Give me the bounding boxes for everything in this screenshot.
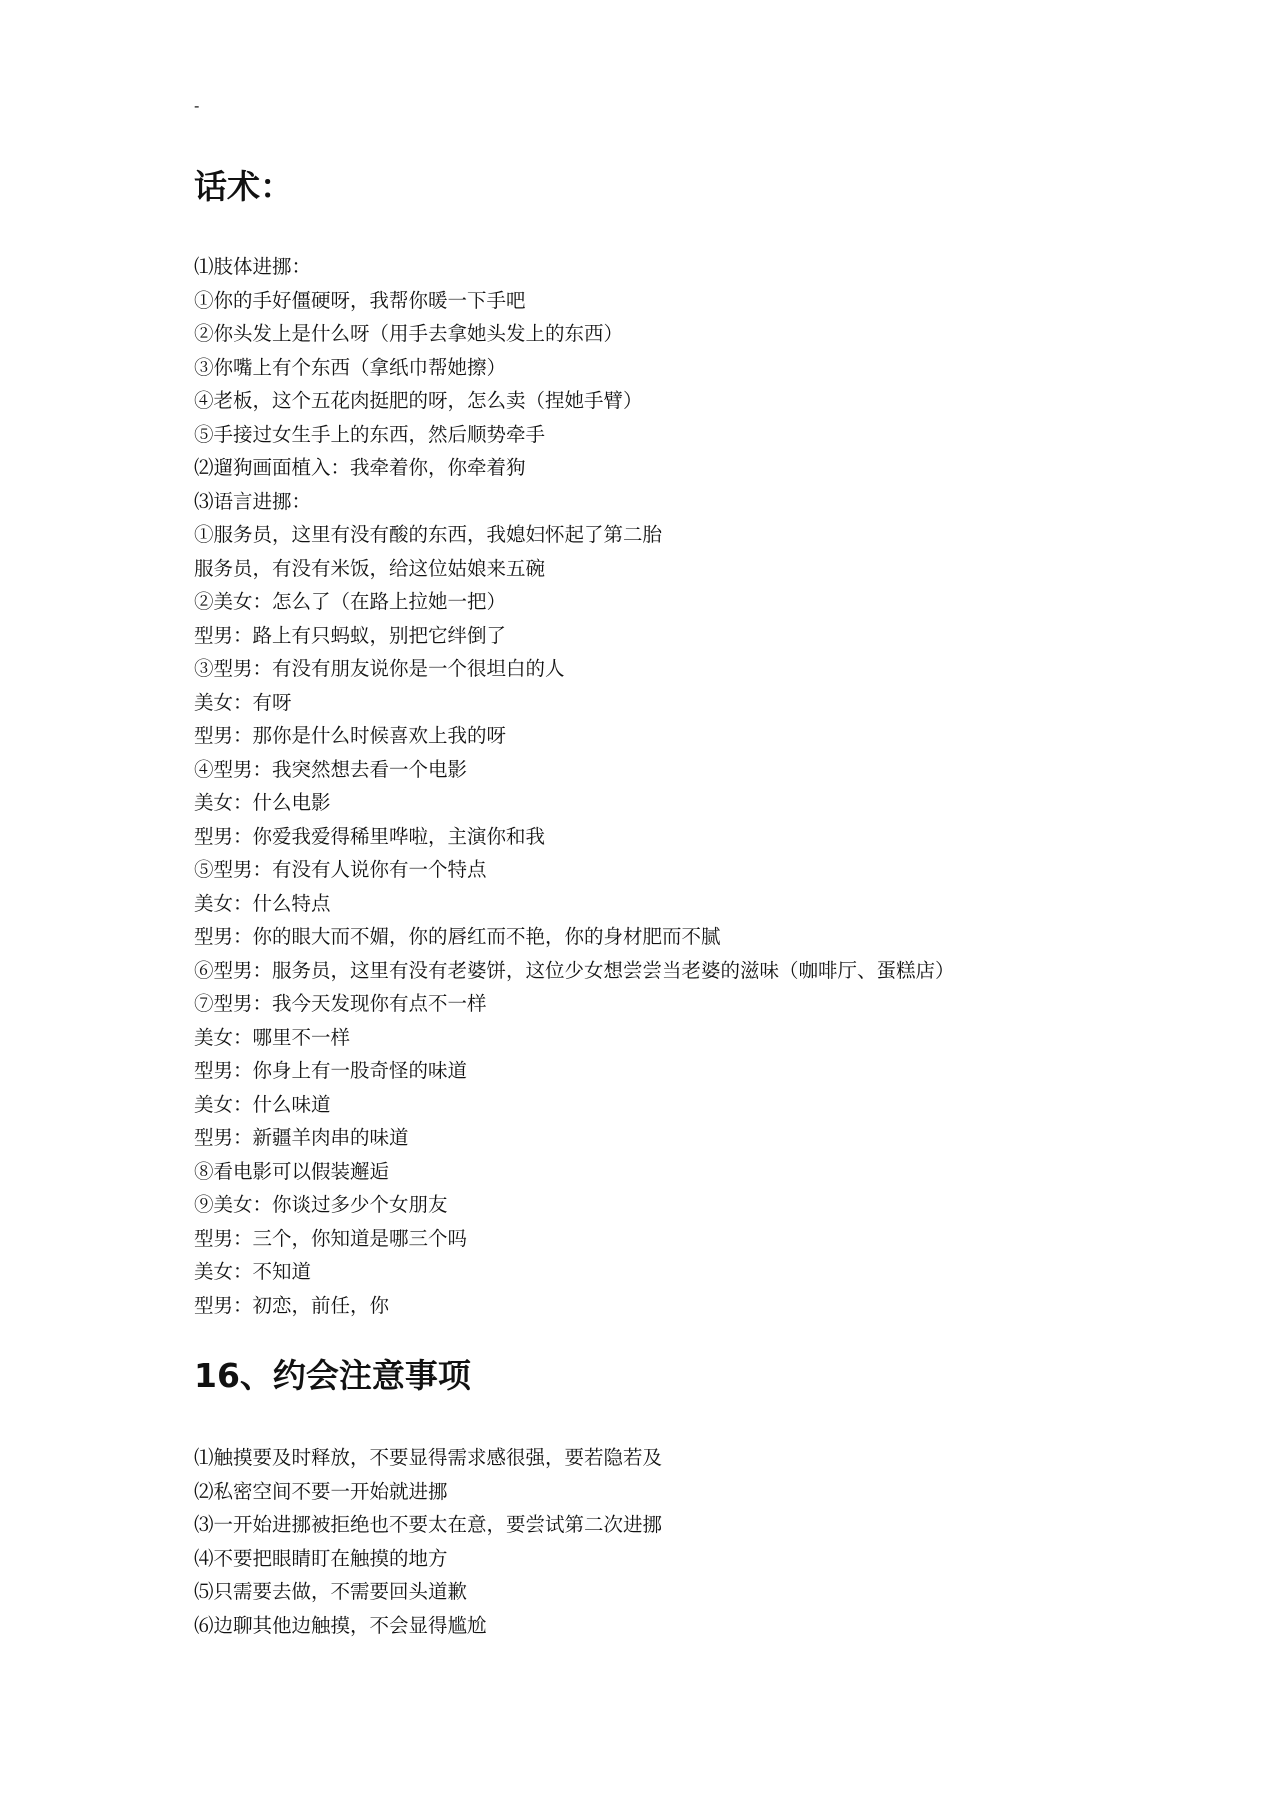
list-item: 型男：初恋，前任，你 <box>194 1293 390 1317</box>
list-item: ⑵私密空间不要一开始就进挪 <box>194 1479 448 1503</box>
section-heading-talk-skills: 话术： <box>194 167 293 206</box>
list-item: ⑸只需要去做，不需要回头道歉 <box>194 1580 468 1603</box>
list-item: 型男：你身上有一股奇怪的味道 <box>194 1059 468 1082</box>
list-item: ⑨美女：你谈过多少个女朋友 <box>194 1193 448 1216</box>
list-item: ①服务员，这里有没有酸的东西，我媳妇怀起了第二胎 <box>194 523 663 546</box>
list-item: ⑤手接过女生手上的东西，然后顺势牵手 <box>194 422 546 446</box>
top-dash-mark: - <box>194 96 200 115</box>
list-item: ②你头发上是什么呀（用手去拿她头发上的东西） <box>194 322 624 345</box>
list-item: 美女：什么电影 <box>194 791 331 814</box>
list-item: ⑥型男：服务员，这里有没有老婆饼，这位少女想尝尝当老婆的滋味（咖啡厅、蛋糕店） <box>194 958 955 982</box>
list-item: 型男：三个，你知道是哪三个吗 <box>194 1226 468 1250</box>
list-item: ④型男：我突然想去看一个电影 <box>194 757 468 781</box>
list-item: 型男：你的眼大而不媚，你的唇红而不艳，你的身材肥而不腻 <box>194 925 721 948</box>
list-item: 型男：你爱我爱得稀里哗啦，主演你和我 <box>194 824 546 848</box>
list-item: ②美女：怎么了（在路上拉她一把） <box>194 590 507 613</box>
list-item: 美女：什么特点 <box>194 891 331 915</box>
list-item: ③型男：有没有朋友说你是一个很坦白的人 <box>194 657 565 680</box>
section-heading-dating-notes: 16、约会注意事项 <box>194 1356 471 1395</box>
list-item: 服务员，有没有米饭，给这位姑娘来五碗 <box>194 556 546 580</box>
talk-skills-list <box>194 250 955 1322</box>
list-item: 型男：那你是什么时候喜欢上我的呀 <box>194 724 507 747</box>
list-item: ①你的手好僵硬呀，我帮你暖一下手吧 <box>194 288 526 312</box>
list-item: ⑵遛狗画面植入：我牵着你，你牵着狗 <box>194 456 526 479</box>
list-item: ⑹边聊其他边触摸，不会显得尴尬 <box>194 1613 487 1637</box>
list-item: 美女：有呀 <box>194 690 292 714</box>
list-item: ⑴触摸要及时释放，不要显得需求感很强，要若隐若及 <box>194 1446 663 1469</box>
list-item: ④老板，这个五花肉挺肥的呀，怎么卖（捏她手臂） <box>194 389 643 412</box>
list-item: 美女：哪里不一样 <box>194 1025 351 1049</box>
list-item: ⑤型男：有没有人说你有一个特点 <box>194 858 487 881</box>
list-item: 美女：不知道 <box>194 1260 312 1283</box>
list-item: 型男：路上有只蚂蚁，别把它绊倒了 <box>194 623 507 647</box>
list-item: ⑷不要把眼睛盯在触摸的地方 <box>194 1546 448 1570</box>
list-item: ③你嘴上有个东西（拿纸巾帮她擦） <box>194 355 507 379</box>
list-item: ⑦型男：我今天发现你有点不一样 <box>194 992 487 1015</box>
list-item: ⑴肢体进挪： <box>194 255 312 278</box>
dating-notes-list <box>194 1441 662 1642</box>
list-item: 型男：新疆羊肉串的味道 <box>194 1126 409 1149</box>
list-item: ⑶一开始进挪被拒绝也不要太在意，要尝试第二次进挪 <box>194 1513 663 1536</box>
list-item: 美女：什么味道 <box>194 1092 331 1116</box>
list-item: ⑧看电影可以假装邂逅 <box>194 1159 390 1183</box>
list-item: ⑶语言进挪： <box>194 489 312 513</box>
